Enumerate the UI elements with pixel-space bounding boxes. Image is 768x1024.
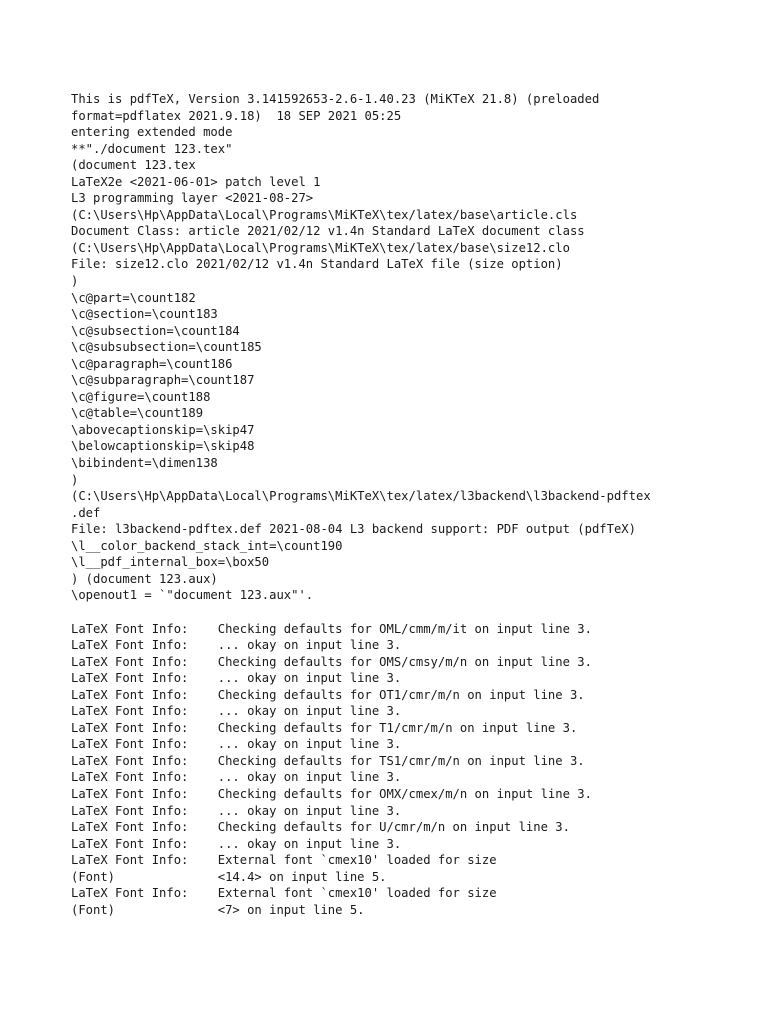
log-line: \c@section=\count183	[71, 307, 218, 322]
log-line: LaTeX Font Info: Checking defaults for TS1/cmr/m/n on input line 3.	[71, 753, 585, 768]
log-line: LaTeX Font Info: ... okay on input line 3.	[71, 836, 402, 851]
log-line: (Font) <7> on input line 5.	[71, 902, 365, 917]
log-line: \bibindent=\dimen138	[71, 456, 218, 471]
log-line: LaTeX Font Info: External font `cmex10' loaded for size	[71, 886, 497, 901]
log-line: (C:\Users\Hp\AppData\Local\Programs\MiKTeX\tex/latex/base\size12.clo	[71, 240, 570, 255]
log-line: \l__pdf_internal_box=\box50	[71, 555, 270, 570]
log-line: ) (document 123.aux)	[71, 571, 218, 586]
log-line: LaTeX Font Info: Checking defaults for OT1/cmr/m/n on input line 3.	[71, 687, 585, 702]
log-line: (C:\Users\Hp\AppData\Local\Programs\MiKTeX\tex/latex/l3backend\l3backend-pdftex	[71, 489, 651, 504]
log-line	[71, 604, 751, 621]
log-line: LaTeX Font Info: ... okay on input line 3.	[71, 803, 402, 818]
latex-log-text	[71, 91, 751, 918]
log-line: Document Class: article 2021/02/12 v1.4n Standard LaTeX document class	[71, 224, 585, 239]
log-line: This is pdfTeX, Version 3.141592653-2.6-1.40.23 (MiKTeX 21.8) (preloaded	[71, 92, 600, 106]
log-line: \l__color_backend_stack_int=\count190	[71, 538, 343, 553]
log-line: LaTeX Font Info: Checking defaults for U/cmr/m/n on input line 3.	[71, 820, 570, 835]
log-line: format=pdflatex 2021.9.18) 18 SEP 2021 05:25	[71, 108, 402, 123]
log-line: \c@paragraph=\count186	[71, 356, 233, 371]
log-line: .def	[71, 505, 101, 520]
log-line: LaTeX Font Info: Checking defaults for T1/cmr/m/n on input line 3.	[71, 720, 578, 735]
log-line: \belowcaptionskip=\skip48	[71, 439, 255, 454]
log-line: \c@part=\count182	[71, 290, 196, 305]
log-line: LaTeX Font Info: Checking defaults for OMX/cmex/m/n on input line 3.	[71, 786, 592, 801]
log-line: LaTeX Font Info: ... okay on input line 3.	[71, 770, 402, 785]
log-line: \abovecaptionskip=\skip47	[71, 422, 255, 437]
log-line: )	[71, 274, 79, 289]
log-line: File: size12.clo 2021/02/12 v1.4n Standard LaTeX file (size option)	[71, 257, 563, 272]
log-line: (C:\Users\Hp\AppData\Local\Programs\MiKTeX\tex/latex/base\article.cls	[71, 207, 578, 222]
log-line: LaTeX Font Info: Checking defaults for OML/cmm/m/it on input line 3.	[71, 621, 592, 636]
log-line: LaTeX Font Info: ... okay on input line 3.	[71, 737, 402, 752]
log-line: \c@subsection=\count184	[71, 323, 240, 338]
log-line: LaTeX Font Info: External font `cmex10' loaded for size	[71, 853, 497, 868]
log-line: **"./document 123.tex"	[71, 141, 233, 156]
log-line: \c@subparagraph=\count187	[71, 373, 255, 388]
log-line: LaTeX Font Info: Checking defaults for OMS/cmsy/m/n on input line 3.	[71, 654, 592, 669]
log-line: \c@subsubsection=\count185	[71, 340, 262, 355]
log-line: LaTeX Font Info: ... okay on input line 3.	[71, 671, 402, 686]
log-line: \openout1 = `"document 123.aux"'.	[71, 588, 314, 603]
log-line: entering extended mode	[71, 125, 233, 140]
log-line: )	[71, 472, 79, 487]
log-line: File: l3backend-pdftex.def 2021-08-04 L3 backend support: PDF output (pdfTeX)	[71, 522, 636, 537]
log-line: L3 programming layer <2021-08-27>	[71, 191, 314, 206]
log-line: LaTeX2e <2021-06-01> patch level 1	[71, 174, 321, 189]
log-line: (document 123.tex	[71, 158, 196, 173]
log-line: (Font) <14.4> on input line 5.	[71, 869, 387, 884]
log-line: \c@table=\count189	[71, 406, 204, 421]
log-line: \c@figure=\count188	[71, 389, 211, 404]
log-line: LaTeX Font Info: ... okay on input line 3.	[71, 704, 402, 719]
log-line: LaTeX Font Info: ... okay on input line 3.	[71, 638, 402, 653]
